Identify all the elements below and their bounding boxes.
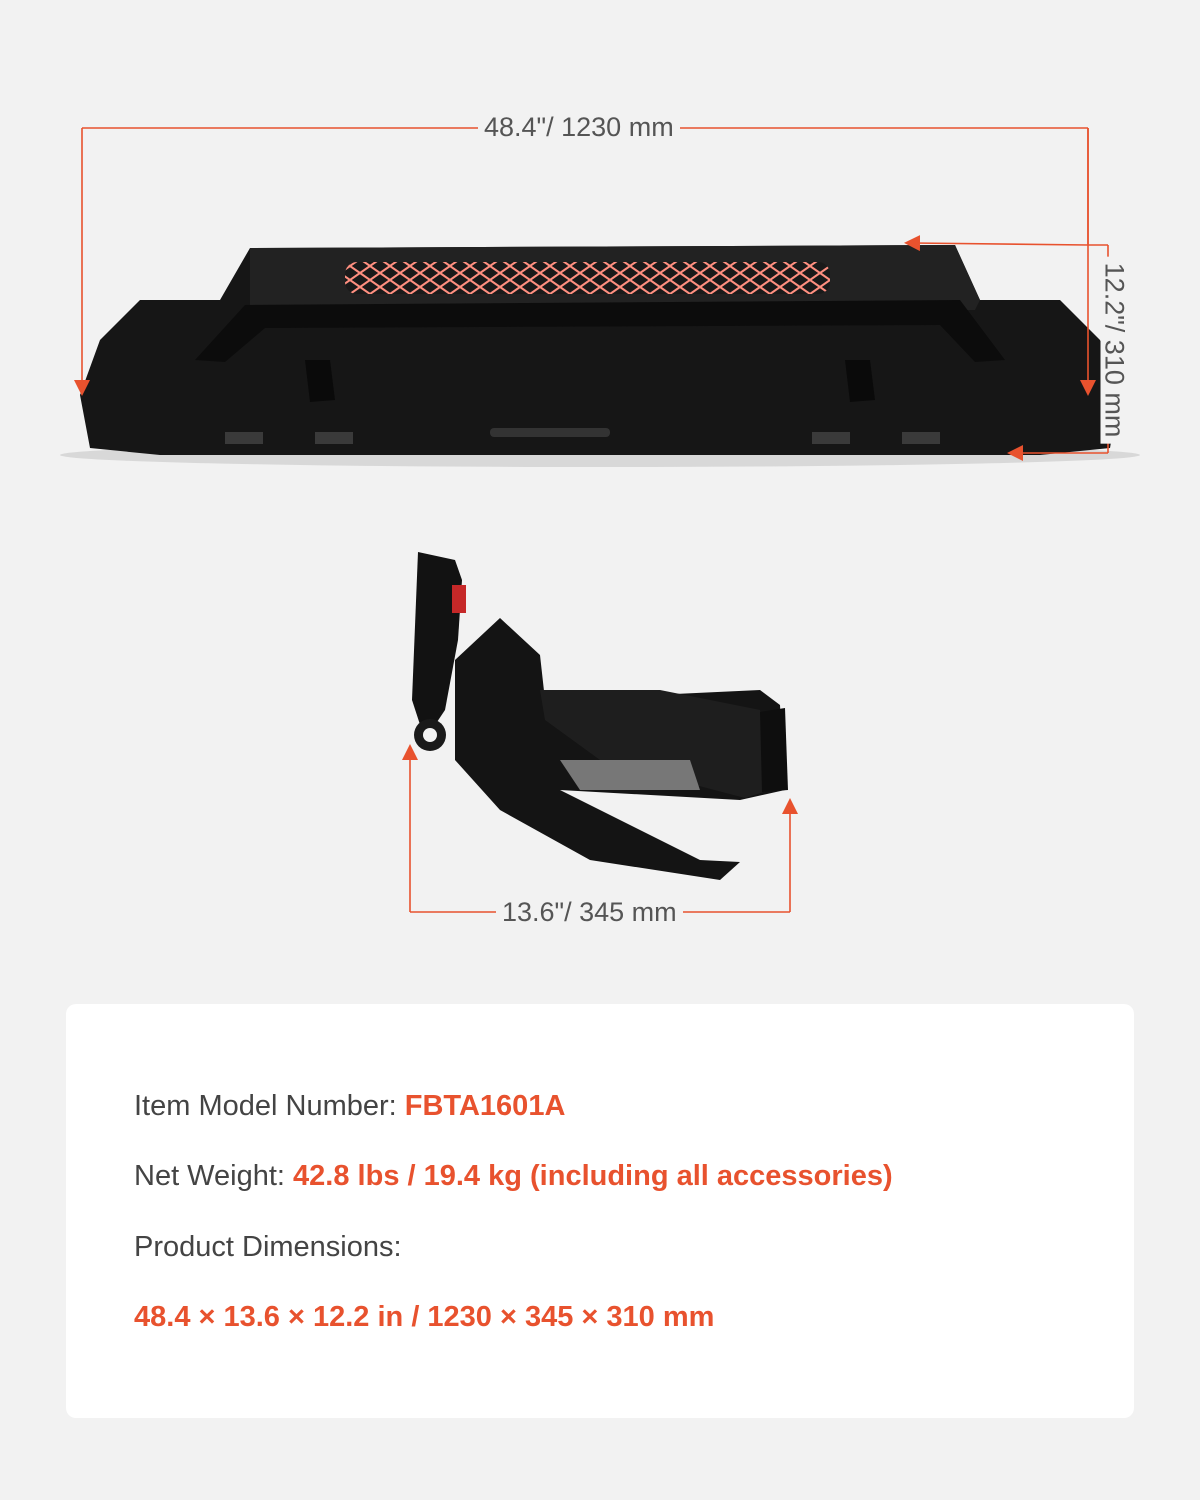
net-weight-label: Net Weight:: [134, 1160, 285, 1192]
spec-card: [66, 1004, 1134, 1418]
width-dimension-label: 48.4"/ 1230 mm: [478, 114, 680, 141]
model-number-label: Item Model Number:: [134, 1090, 397, 1122]
net-weight-row: [134, 1160, 893, 1193]
product-dimensions-value: 48.4 × 13.6 × 12.2 in / 1230 × 345 × 310 mm: [134, 1301, 715, 1333]
depth-dimension-label: 13.6"/ 345 mm: [496, 899, 683, 926]
side-view-image: [412, 552, 788, 880]
net-weight-value: 42.8 lbs / 19.4 kg (including all accessories): [293, 1160, 893, 1192]
product-dimensions-label: Product Dimensions:: [134, 1231, 402, 1263]
front-bumper-image: [60, 245, 1140, 467]
model-number-row: [134, 1090, 565, 1123]
height-dimension-label: 12.2"/ 310 mm: [1101, 257, 1128, 444]
model-number-value: FBTA1601A: [404, 1090, 566, 1122]
